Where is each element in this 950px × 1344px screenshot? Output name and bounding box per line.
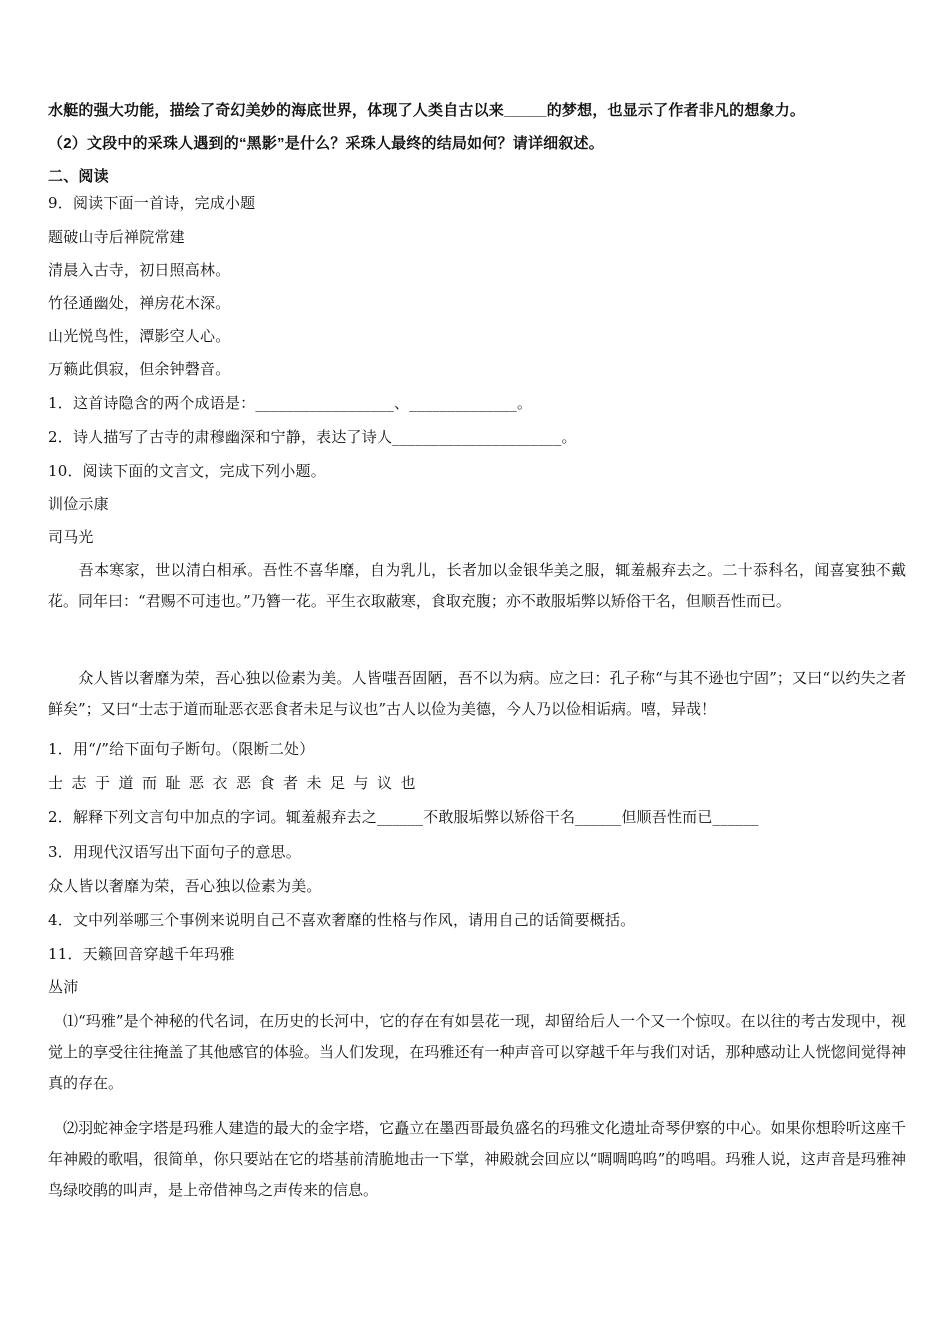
text-line: 水艇的强大功能，描绘了奇幻美妙的海底世界，体现了人类自古以来_____的梦想，也显示了作者非凡的想象力。 [48,102,806,119]
article-paragraph: 吾本寒家，世以清白相承。吾性不喜华靡，自为乳儿，长者加以金银华美之服，辄羞赧弃去之。二十忝科名，闻喜宴独不戴花。同年曰：“君赐不可违也。”乃簪一花。平生衣取蔽寒，食取充腹；亦不敢服垢弊以矫俗干名，但顺吾性而已。 [48,561,906,610]
section-heading: 二、阅读 [48,168,109,185]
poem-line: 竹径通幽处，禅房花木深。 [48,294,231,312]
sub-question: 1．用“/”给下面句子断句。（限断二处） [48,740,315,758]
sentence-to-punctuate: 士志于道而耻恶衣恶食者未足与议也 [48,774,425,792]
question-2: （2）文段中的采珠人遇到的“黑影”是什么？采珠人最终的结局如何？请详细叙述。 [48,135,604,152]
sub-question: 3．用现代汉语写出下面句子的意思。 [48,843,301,861]
sub-question: 4．文中列举哪三个事例来说明自己不喜欢奢靡的性格与作风，请用自己的话简要概括。 [48,911,636,929]
article-author: 司马光 [48,528,94,546]
article-author: 丛沛 [48,978,79,996]
poem-line: 万籁此俱寂，但余钟磬音。 [48,360,231,378]
sub-question: 1．这首诗隐含的两个成语是：__________________、______________。 [48,394,533,412]
question-11: 11．天籁回音穿越千年玛雅 [48,945,235,963]
article-paragraph: 众人皆以奢靡为荣，吾心独以俭素为美。人皆嗤吾固陋，吾不以为病。应之曰：孔子称“与其不逊也宁固”；又曰“以约失之者鲜矣”；又曰“士志于道而耻恶衣恶食者未足与议也”古人以俭为美德，今人乃以俭相诟病。嘻，异哉！ [48,669,906,718]
poem-line: 清晨入古寺，初日照高林。 [48,261,231,279]
sub-question: 2．诗人描写了古寺的肃穆幽深和宁静，表达了诗人______________________。 [48,428,577,446]
sentence-to-translate: 众人皆以奢靡为荣，吾心独以俭素为美。 [48,877,322,895]
question-10: 10．阅读下面的文言文，完成下列小题。 [48,462,326,480]
poem-title: 题破山寺后禅院常建 [48,228,185,246]
article-paragraph: ⑴“玛雅”是个神秘的代名词，在历史的长河中，它的存在有如昙花一现，却留给后人一个又一个惊叹。在以往的考古发现中，视觉上的享受往往掩盖了其他感官的体验。当人们发现，在玛雅还有一种声音可以穿越千年与我们对话，那种感动让人恍惚间觉得神真的存在。 [48,1012,906,1092]
question-9: 9．阅读下面一首诗，完成小题 [48,194,256,212]
article-title: 训俭示康 [48,495,109,513]
poem-line: 山光悦鸟性，潭影空人心。 [48,327,231,345]
article-paragraph: ⑵羽蛇神金字塔是玛雅人建造的最大的金字塔，它矗立在墨西哥最负盛名的玛雅文化遗址奇琴伊察的中心。如果你想聆听这座千年神殿的歌唱，很简单，你只要站在它的塔基前清脆地击一下掌，神殿就会回应以“啁啁呜呜”的鸣唱。玛雅人说，这声音是玛雅神鸟绿咬鹃的叫声，是上帝借神鸟之声传来的信息。 [48,1119,906,1199]
sub-question: 2．解释下列文言句中加点的字词。辄羞赧弃去之______不敢服垢弊以矫俗干名______但顺吾性而已______ [48,808,759,826]
